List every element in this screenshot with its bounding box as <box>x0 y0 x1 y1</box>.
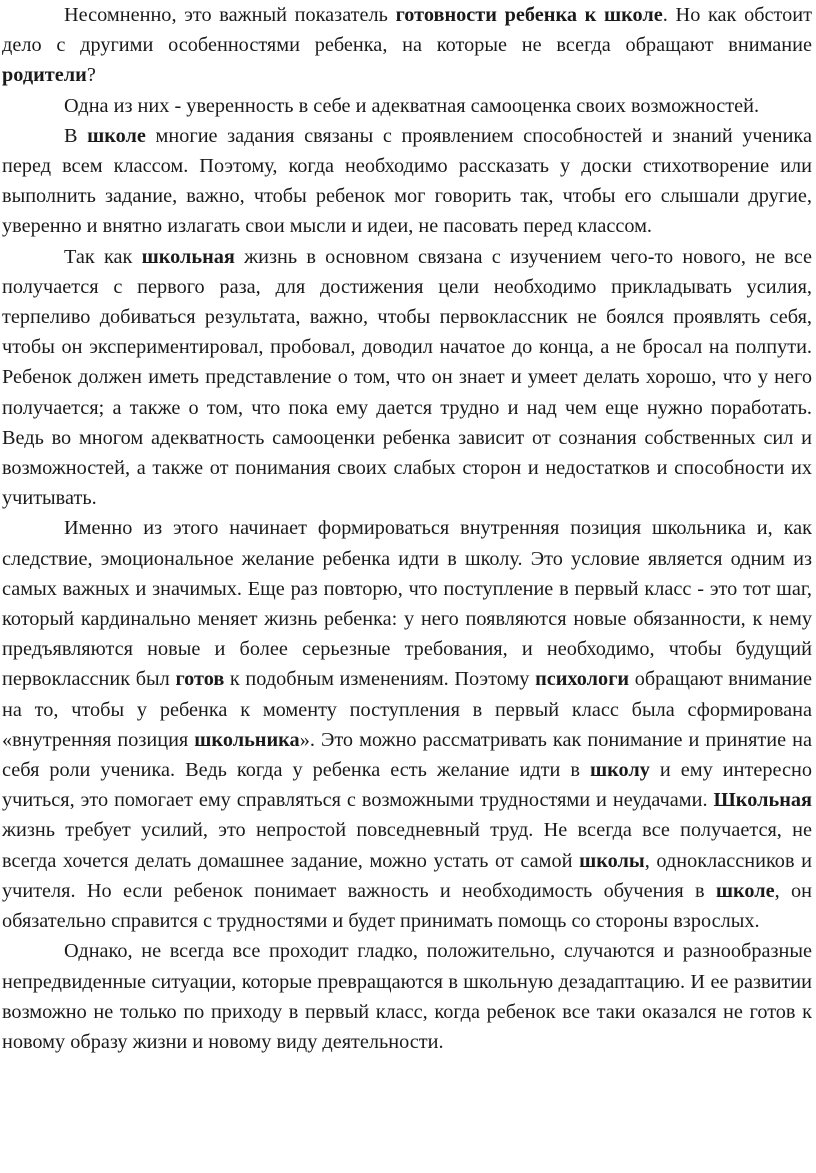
bold-term: школы <box>579 849 645 872</box>
paragraph-readiness <box>2 0 812 91</box>
text-run: Именно из этого начинает формироваться внутренняя позиция школьника и, как следствие, эмоциональное желание ребенка идти в школу. Это условие является одним из самых важных и значимых. Еще раз повторю, что поступление в первый класс - это тот шаг, который кардинально меняет жизнь ребенка: у него появляются новые обязанности, к нему предъявляются новые и более серьезные требования, и необходимо, чтобы будущий первоклассник был <box>2 517 812 691</box>
text-run: жизнь требует усилий, это непростой повседневный труд. Не всегда все получается, не всегда хочется делать домашнее задание, можно устать от самой <box>2 819 812 872</box>
paragraph-maladaptation <box>2 936 812 1057</box>
paragraph-school-tasks <box>2 121 812 242</box>
text-run: ? <box>86 64 96 87</box>
bold-term: школьная <box>141 245 235 268</box>
text-run: , одноклассников и учителя. Но если ребенок понимает важность и необходимость обучения в <box>2 849 812 902</box>
text-run: В <box>64 124 88 147</box>
paragraph-school-life <box>2 242 812 514</box>
bold-term: школьника <box>194 728 300 751</box>
text-run: жизнь в основном связана с изучением чего-то нового, не все получается с первого раза, для достижения цели необходимо прикладывать усилия, терпеливо добиваться результата, важно, чтобы первоклассник не боялся проявлять себя, чтобы он экспериментировал, пробовал, доводил начатое до конца, а не бросал на полпути. Ребенок должен иметь представление о том, что он знает и умеет делать хорошо, что у него получается; а также о том, что пока ему дается трудно и над чем еще нужно поработать. Ведь во многом адекватность самооценки ребенка зависит от сознания собственных сил и возможностей, а также от понимания своих слабых сторон и недостатков и способности их учитывать. <box>2 245 813 510</box>
text-run: Так как <box>64 245 142 268</box>
text-run: к подобным изменениям. Поэтому <box>224 668 536 691</box>
text-run: Несомненно, это важный показатель <box>64 4 396 26</box>
paragraph-inner-position <box>2 513 812 936</box>
text-run: Одна из них - уверенность в себе и адекватная самооценка своих возможностей. <box>64 94 760 117</box>
text-run: Однако, не всегда все проходит гладко, положительно, случаются и разнообразные непредвиденные ситуации, которые превращаются в школьную дезадаптацию. И ее развитии возможно не только по приходу в первый класс, когда ребенок все таки оказался не готов к новому образу жизни и новому виду деятельности. <box>2 940 812 1053</box>
text-run: и ему интересно учиться, это помогает ему справляться с возможными трудностями и неудачами. <box>2 759 812 812</box>
bold-term: родители <box>2 64 87 87</box>
text-run: ». Это можно рассматривать как понимание и принятие на себя роли ученика. Ведь когда у ребенка есть желание идти в <box>2 728 812 782</box>
bold-term: готовности ребенка к школе <box>395 4 663 26</box>
text-run: обращают внимание на то, чтобы у ребенка к моменту поступления в первый класс была сформирована «внутренняя позиция <box>2 668 812 751</box>
bold-term: школу <box>589 759 650 782</box>
text-run: , он обязательно справится с трудностями и будет принимать помощь со стороны взрослых. <box>2 879 812 933</box>
bold-term: психологи <box>535 668 630 691</box>
bold-term: готов <box>175 668 225 691</box>
text-run: многие задания связаны с проявлением способностей и знаний ученика перед всем классом. Поэтому, когда необходимо рассказать у доски стихотворение или выполнить задание, важно, чтобы ребенок мог говорить так, чтобы его слышали другие, уверенно и внятно излагать свои мысли и идеи, не пасовать перед классом. <box>2 124 812 238</box>
bold-term: Школьная <box>713 789 812 812</box>
bold-term: школе <box>87 124 146 147</box>
bold-term: школе <box>715 879 775 902</box>
paragraph-self-confidence <box>2 91 812 121</box>
text-run: . Но как обстоит дело с другими особенностями ребенка, на которые не всегда обращают внимание <box>2 4 812 57</box>
